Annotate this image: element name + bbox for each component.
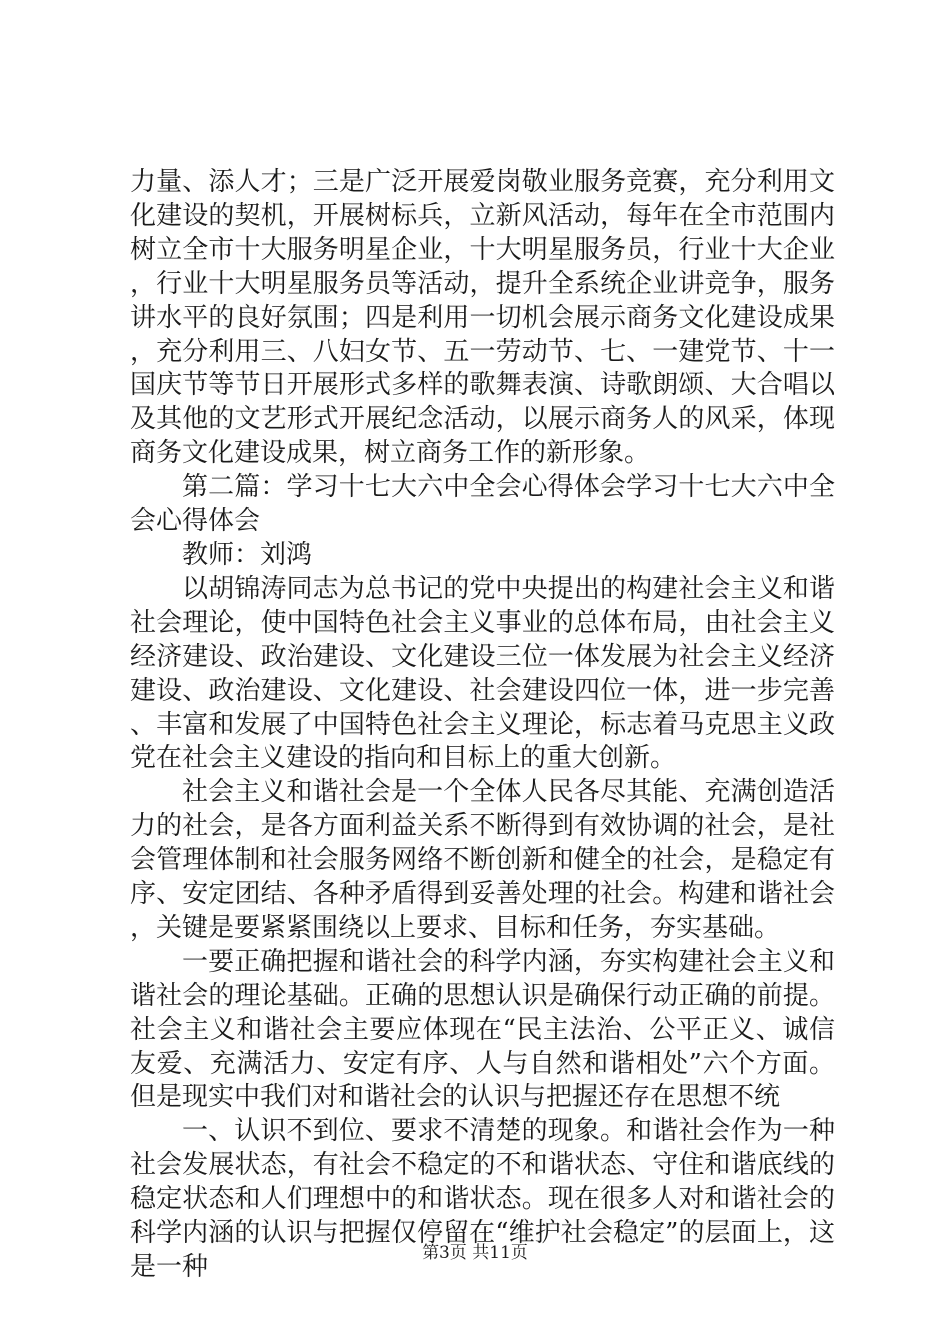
paragraph-2: 社会主义和谐社会是一个全体人民各尽其能、充满创造活力的社会，是各方面利益关系不断得到有效协调的社会，是社会管理体制和社会服务网络不断创新和健全的社会，是稳定有序、安定团结、各种矛盾得到妥善处理的社会。构建和谐社会，关键是要紧紧围绕以上要求、目标和任务，夯实基础。	[130, 777, 835, 943]
paragraph-4: 一、认识不到位、要求不清楚的现象。和谐社会作为一种社会发展状态，有社会不稳定的不和谐状态、守住和谐底线的稳定状态和人们理想中的和谐状态。现在很多人对和谐社会的科学内涵的认识与把握仅停留在“维护社会稳定”的层面上，这是一种	[130, 1116, 835, 1282]
paragraph-1: 以胡锦涛同志为总书记的党中央提出的构建社会主义和谐社会理论，使中国特色社会主义事业的总体布局，由社会主义经济建设、政治建设、文化建设三位一体发展为社会主义经济建设、政治建设、文化建设、社会建设四位一体，进一步完善、丰富和发展了中国特色社会主义理论，标志着马克思主义政党在社会主义建设的指向和目标上的重大创新。	[130, 573, 835, 774]
section-title: 第二篇：学习十七大六中全会心得体会学习十七大六中全会心得体会	[130, 472, 835, 537]
document-body	[130, 166, 835, 1285]
page-footer	[0, 1242, 950, 1264]
page-number: 第3页 共11页	[422, 1243, 528, 1263]
paragraph-3: 一要正确把握和谐社会的科学内涵，夯实构建社会主义和谐社会的理论基础。正确的思想认识是确保行动正确的前提。社会主义和谐社会主要应体现在“民主法治、公平正义、诚信友爱、充满活力、安定有序、人与自然和谐相处”六个方面。但是现实中我们对和谐社会的认识与把握还存在思想不统	[130, 946, 835, 1113]
author-line: 教师：刘鸿	[182, 539, 313, 570]
paragraph-continuation: 力量、添人才；三是广泛开展爱岗敬业服务竞赛，充分利用文化建设的契机，开展树标兵，立新风活动，每年在全市范围内树立全市十大服务明星企业，十大明星服务员，行业十大企业，行业十大明星服务员等活动，提升全系统企业讲竞争，服务讲水平的良好氛围；四是利用一切机会展示商务文化建设成果，充分利用三、八妇女节、五一劳动节、七、一建党节、十一国庆节等节日开展形式多样的歌舞表演、诗歌朗颂、大合唱以及其他的文艺形式开展纪念活动，以展示商务人的风采，体现商务文化建设成果，树立商务工作的新形象。	[130, 167, 835, 469]
